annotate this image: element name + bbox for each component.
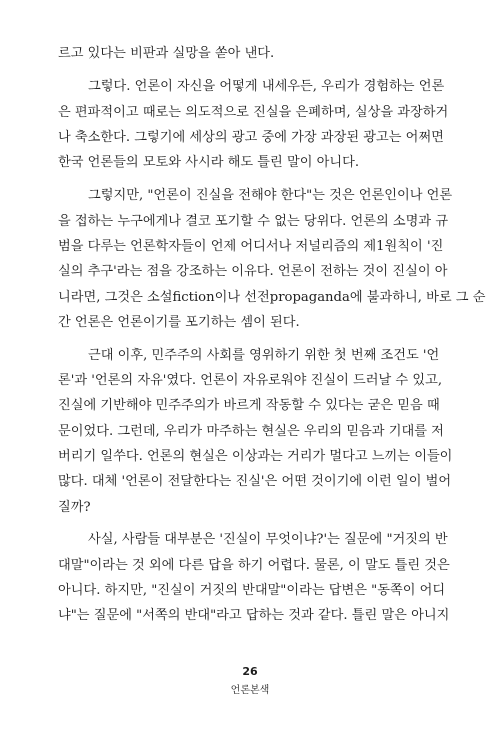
- text-line: 사실, 사람들 대부분은 '진실이 무엇이냐?'는 질문에 "거짓의 반: [88, 532, 448, 547]
- text-line: 대말"이라는 것 외에 다른 답을 하기 어렵다. 물론, 이 말도 틀린 것은: [58, 558, 450, 573]
- text-line: 실의 추구'라는 점을 강조하는 이유다. 언론이 전하는 것이 진실이 아: [58, 264, 448, 279]
- text-line: 문이었다. 그런데, 우리가 마주하는 현실은 우리의 믿음과 기대를 저: [58, 424, 444, 439]
- text-line: 진실에 기반해야 민주주의가 바르게 작동할 수 있다는 굳은 믿음 때: [58, 398, 440, 413]
- text-line: 은 편파적이고 때로는 의도적으로 진실을 은폐하며, 실상을 과장하거: [58, 105, 449, 120]
- text-line: 론'과 '언론의 자유'였다. 언론이 자유로워야 진실이 드러날 수 있고,: [58, 373, 443, 388]
- text-line: 버리기 일쑤다. 언론의 현실은 이상과는 거리가 멀다고 느끼는 이들이: [58, 449, 453, 464]
- running-footer-title: 언론본색: [230, 685, 270, 696]
- text-line: 한국 언론들의 모토와 사시라 해도 틀린 말이 아니다.: [58, 155, 360, 170]
- text-line: 니라면, 그것은 소설fiction이나 선전propaganda에 불과하니, 바로 그 순: [58, 290, 486, 305]
- text-line: 냐"는 질문에 "서쪽의 반대"라고 답하는 것과 같다. 틀린 말은 아니지: [58, 608, 450, 623]
- text-line: 간 언론은 언론이기를 포기하는 셈이 된다.: [58, 315, 300, 330]
- text-line: 르고 있다는 비판과 실망을 쏟아 낸다.: [58, 46, 275, 61]
- text-line: 나 축소한다. 그렇기에 세상의 광고 중에 가장 과장된 광고는 어쩌면: [58, 130, 444, 145]
- text-line: 범을 다루는 언론학자들이 언제 어디서나 저널리즘의 제1원칙이 '진: [58, 239, 444, 254]
- text-line: 그렇다. 언론이 자신을 어떻게 내세우든, 우리가 경험하는 언론: [88, 79, 445, 94]
- text-line: 그렇지만, "언론이 진실을 전해야 한다"는 것은 언론인이나 언론: [88, 188, 453, 203]
- text-line: 많다. 대체 '언론이 전달한다는 진실'은 어떤 것이기에 이런 일이 벌어: [58, 474, 452, 489]
- text-line: 을 접하는 누구에게나 결코 포기할 수 없는 당위다. 언론의 소명과 규: [58, 214, 449, 229]
- text-line: 근대 이후, 민주주의 사회를 영위하기 위한 첫 번째 조건도 '언: [88, 348, 440, 363]
- page-number: 26: [242, 665, 258, 678]
- text-line: 질까?: [58, 500, 91, 515]
- text-line: 아니다. 하지만, "진실이 거짓의 반대말"이라는 답변은 "동쪽이 어디: [58, 583, 446, 598]
